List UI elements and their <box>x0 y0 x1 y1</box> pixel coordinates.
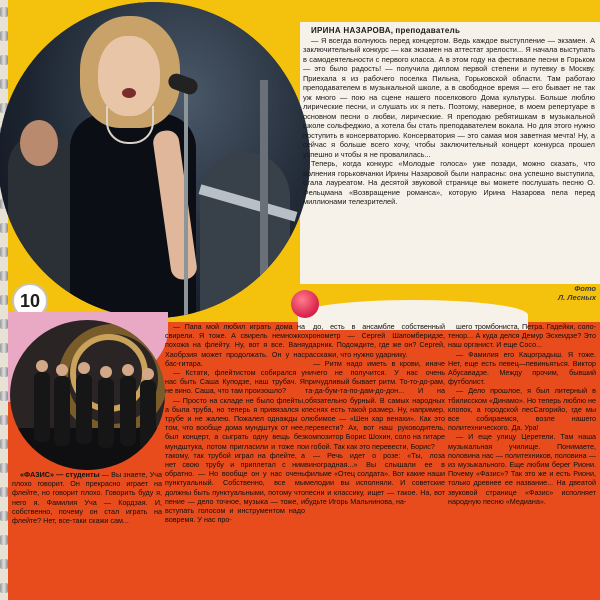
column-paragraph: — Папа мой любил играть дома на свирели. Я тоже. А свирель немножко похожа на флейту. Ну, вот я все. Ваня Хаобрзия может продолжать. Он у нас бас-гитара. <box>165 322 305 368</box>
photo-credit-label: Фото <box>574 284 596 293</box>
column-paragraph: — Дело прошлое, я был литерный в тбилисском «Динамо». Но теперь люблю не клопок, а городской песСагорийо, где мы все собираемся, возле нашего политехнического. Да. Ура! <box>448 386 596 433</box>
fazis-heading: «ФАЗИС» — студенты <box>20 470 100 479</box>
column-paragraph: до, есть в ансамбле собственный хронометр — Сергей Шапомберидзе, ударник. Подождите, где же он? Сергей, расскажи, что нужно ударнику. <box>305 322 445 359</box>
singer-photo <box>0 2 310 318</box>
column-paragraph: — Просто на складе не было флейты, а была труба, но теперь я привязался к трубе и не жалею. Пожалел однажды о том, что вообще дома мундштук от нее, был концерт, а сыграть одну вещь без мундштука, потом пригласили и тоже по такому, так трубой играл на флейте, а нет свою трубу и приплетал с ним обратно. — Но вообще он у нас очень пунктуальный. Собственно, все мы должны быть пунктуальными, потому что пение — дело точное, музыка — тоже, и вступать голосом и инструментом надо вовремя. У нас про- <box>165 395 305 525</box>
column-paragraph: — И еще улицу Церетели. Там наша музыкальная училище. Понимаете, половина нас — политехников, половина — из музыкального. Еще любим берег Риони. Почему «Фазис»? Так это же и есть Риони, только древнее ее название... На двеатой звуковой странице «Фазис» исполняет народную песню «Медиана». <box>448 432 596 506</box>
column-paragraph: — Ритм надо иметь в крови, иначе ничего не получится. У нас очень причудливый бывает ритм. То-то-до-рам, та-да-бум-та-по-дам-до-дон... И на обязательно бурный. В самых народных песнях есть такой размер. Ну, например, любимое — «Шен хар венахи». Как это перевести? Ах, вот наш руководитель, композитор Борис Шохин, соло на гитаре и гобой. Так как это перевести, Борис? <box>305 358 445 451</box>
article-column-2 <box>165 322 305 524</box>
interviewee-name: ИРИНА НАЗАРОВА, <box>311 26 394 35</box>
article-column-3 <box>305 322 445 506</box>
top-article <box>303 26 595 207</box>
page-number-badge: 10 <box>12 283 48 319</box>
column-paragraph: — Речь идет о розе: «Ты, лоза виноградная...» Вы слышали ее в фильме «Отец солдата». Вот какие наши мелодии вы исполняли. И советские песни и классику, ищет — такое. На, вот будьте Игорь Мальнинова, на- <box>305 450 445 506</box>
photo-credit-author: Л. Лесных <box>557 293 596 302</box>
interviewee-role: преподаватель <box>395 26 461 35</box>
article-column-4 <box>448 322 596 506</box>
column-1-text: — Вы знаете, Уча плохо говорит. Он прекрасно играет на флейте, но говорит плохо. Говорить буду я, него я. Фамилия Уча — Кордзая. И, собственно, почему он стал играть на флейте? Нет, все-таки скажи сам... <box>12 470 162 526</box>
column-paragraph: — Кстати, флейтистом собирался у нас быть Саша Куподзе, наш трубач. Я не вино. Саша, что там произошло? <box>165 368 305 396</box>
photo-credit <box>520 284 596 302</box>
band-photo <box>10 320 165 470</box>
top-article-paragraph: — Я всегда волнуюсь перед концертом. Ведь каждое выступление — экзамен. А заключительный конкурс — как экзамен на аттестат зрелости... Я начала выступать в самодеятельности с первого класса. А в этом году на фестивале песни в Горьком — это было радость! — получила диплом первой степени и путевку в Москву. Приехала я из рабочего поселка Пильна, Горьковской области. Там работаю преподавателем в музыкальной школе, а в свободное время — его бывает не так уж много — пою на сцене нашего поселкового Дома культуры. Больше люблю лирические песни, и слушать их я петь. Поэтому, наверное, в моем репертуаре в основном песни о любви, лирические. Я преподаю ребятишкам в музыкальной школе сольфеджио, а хотела бы стать преподавателем вокала. Но для этого нужно поступить в консерваторию. Консерватория — это самая моя заветная мечта! Ну, а сейчас я больше всего хочу, чтобы заключительный концерт конкурса прошел успешно и чтобы я не провалилась... <box>303 35 595 159</box>
article-column-1 <box>12 470 162 525</box>
red-ball-decoration <box>291 290 319 318</box>
column-paragraph: — Фамилия его Кацоградыш. Я тоже. Нет, еще есть певец—певиньяться. Виктор Абусавадзе. Между прочим, бывший футболист. <box>448 349 596 387</box>
top-article-paragraph: Теперь, когда конкурс «Молодые голоса» уже позади, можно сказать, что волнения горьковчанки Ирины Назаровой были напрасны: она успешно выступила, стала лауреатом. На десятой звуковой странице вы можете послушать песню О. Фельцмана «Возвращение романса», которую Ирина Назарова пела перед миллионами телезрителей. <box>303 159 595 206</box>
column-paragraph: шего тромбониста, Петра. Гадейки, соло-тенор... А куда делся Демур Эсхеидзе? Это наш органист. И еще Сосо... <box>448 322 596 350</box>
